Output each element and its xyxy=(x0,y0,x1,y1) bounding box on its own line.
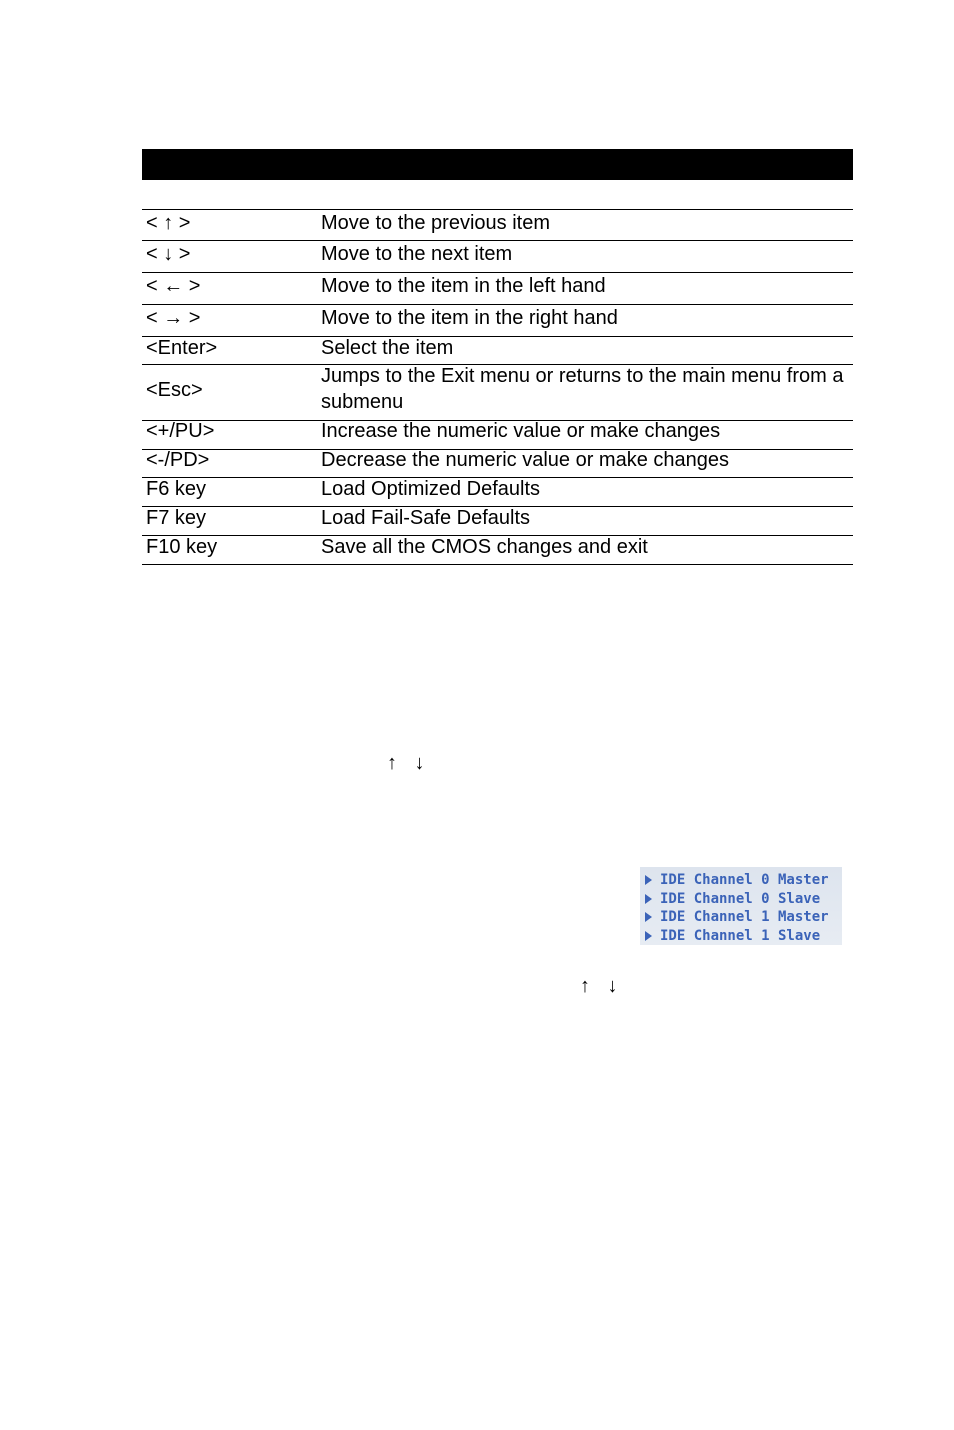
up-down-arrows-inline: ↑ ↓ xyxy=(580,975,624,997)
key-cell: < → > xyxy=(146,307,201,329)
table-row xyxy=(142,536,853,565)
table-row xyxy=(142,305,853,337)
table-row xyxy=(142,507,853,536)
key-cell: <-/PD> xyxy=(146,449,210,471)
description-cell: Move to the next item xyxy=(321,243,513,265)
description-cell: Load Fail-Safe Defaults xyxy=(321,507,531,529)
table-row xyxy=(142,241,853,273)
bios-submenu-item: IDE Channel 1 Slave xyxy=(640,927,842,946)
triangle-right-icon xyxy=(645,894,652,904)
description-cell: Load Optimized Defaults xyxy=(321,478,541,500)
table-row xyxy=(142,210,853,241)
table-row xyxy=(142,421,853,450)
description-cell: Move to the item in the right hand xyxy=(321,307,618,329)
description-cell: Select the item xyxy=(321,337,454,359)
triangle-right-icon xyxy=(645,912,652,922)
table-row xyxy=(142,273,853,305)
key-cell: < ↑ > xyxy=(146,212,191,234)
table-row xyxy=(142,365,853,421)
table-row xyxy=(142,450,853,478)
table-row xyxy=(142,478,853,507)
key-cell: F7 key xyxy=(146,507,207,529)
description-cell: Move to the previous item xyxy=(321,212,550,234)
key-cell: F10 key xyxy=(146,536,218,558)
up-down-arrows-inline: ↑ ↓ xyxy=(387,752,431,774)
hotkeys-table xyxy=(142,209,853,565)
key-cell: <Enter> xyxy=(146,337,218,359)
key-cell: F6 key xyxy=(146,478,207,500)
key-cell: <Esc> xyxy=(146,379,203,401)
triangle-right-icon xyxy=(645,931,652,941)
description-cell: Decrease the numeric value or make changes xyxy=(321,449,729,471)
key-cell: < ↓ > xyxy=(146,243,191,265)
bios-submenu-item: IDE Channel 1 Master xyxy=(640,908,842,927)
section-header-bar xyxy=(142,149,853,180)
bios-submenu-item: IDE Channel 0 Slave xyxy=(640,890,842,909)
description-cell: Jumps to the Exit menu or returns to the main menu from a submenu xyxy=(321,365,844,413)
key-cell: <+/PU> xyxy=(146,420,215,442)
triangle-right-icon xyxy=(645,875,652,885)
bios-submenu-screenshot xyxy=(640,867,842,945)
bios-submenu-item: IDE Channel 0 Master xyxy=(640,871,842,890)
description-cell: Increase the numeric value or make changes xyxy=(321,420,721,442)
table-row xyxy=(142,337,853,365)
description-cell: Save all the CMOS changes and exit xyxy=(321,536,648,558)
description-cell: Move to the item in the left hand xyxy=(321,275,606,297)
key-cell: < ← > xyxy=(146,275,201,297)
